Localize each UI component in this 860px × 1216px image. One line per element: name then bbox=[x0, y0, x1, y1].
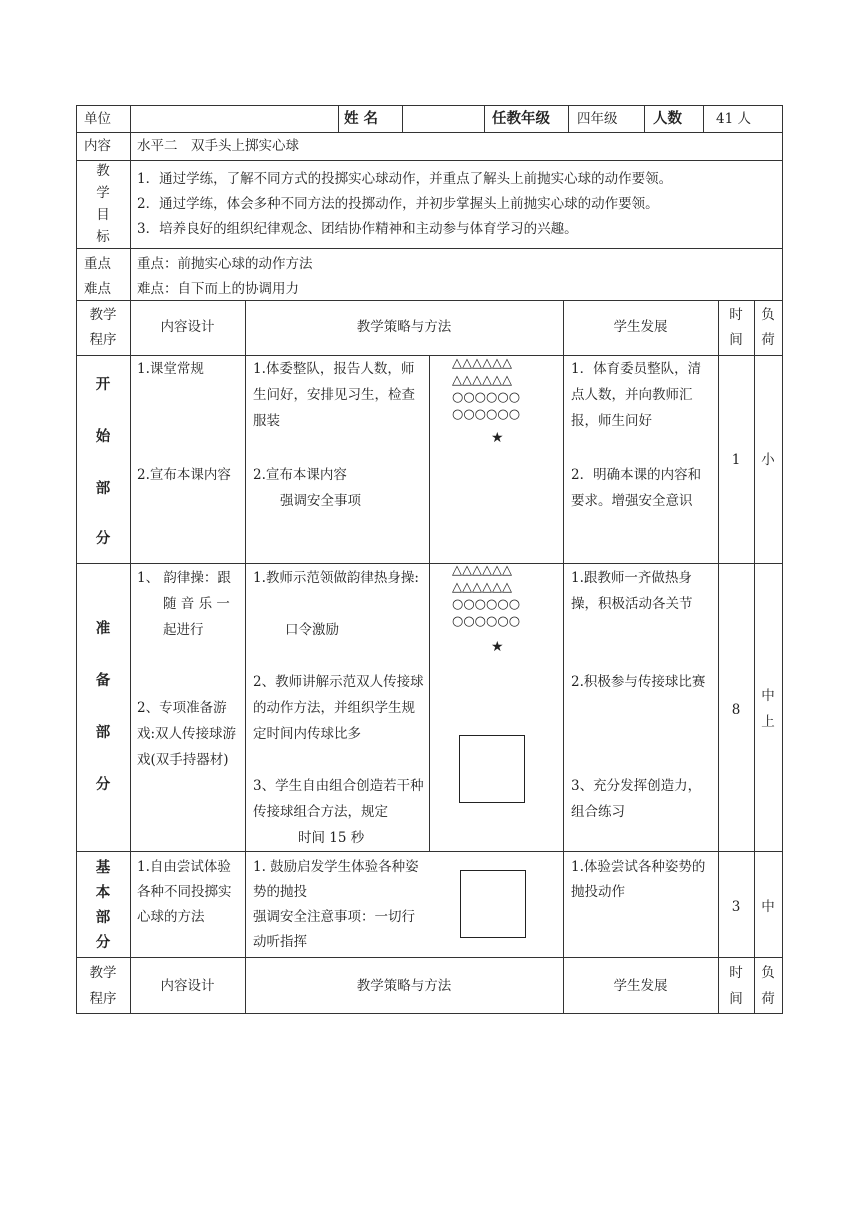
prep-dev-3: 3、充分发挥创造力，组合练习 bbox=[571, 778, 702, 820]
col-load-1: 负 bbox=[761, 307, 775, 323]
activity-area-square bbox=[460, 870, 526, 938]
col-strategy: 教学策略与方法 bbox=[356, 319, 452, 335]
start-label-1: 开 bbox=[95, 376, 111, 393]
col-development: 学生发展 bbox=[613, 319, 668, 335]
goal-item: 3．培养良好的组织纪律观念、团结协作精神和主动参与体育学习的兴趣。 bbox=[137, 221, 578, 237]
start-strategy-2b: 强调安全事项 bbox=[280, 493, 361, 509]
teacher-star-icon: ★ bbox=[491, 639, 504, 655]
difficulty-label: 难点 bbox=[84, 281, 111, 297]
basic-strategy-a: 1. 鼓励启发学生体验各种姿势的抛投 bbox=[253, 859, 419, 900]
start-label-3: 部 bbox=[95, 480, 111, 497]
goals-label-4: 标 bbox=[96, 229, 110, 245]
start-label-4: 分 bbox=[95, 530, 111, 547]
prep-content-1c: 起进行 bbox=[163, 622, 204, 638]
col-program-1: 教学 bbox=[89, 307, 117, 323]
start-dev-2: 2．明确本课的内容和要求。增强安全意识 bbox=[571, 467, 702, 509]
difficulty-text: 难点：自下而上的协调用力 bbox=[137, 281, 299, 297]
grade-label: 任教年级 bbox=[492, 110, 550, 127]
unit-label: 单位 bbox=[84, 111, 111, 127]
rule-after-goals bbox=[76, 248, 783, 249]
rule-development-col bbox=[563, 300, 564, 1014]
count-label: 人数 bbox=[653, 110, 682, 127]
prep-label-3: 部 bbox=[95, 724, 111, 741]
formation-triangles: △△△△△△ bbox=[452, 373, 512, 388]
grade-value: 四年级 bbox=[577, 111, 618, 127]
content-label: 内容 bbox=[84, 138, 111, 154]
rule-after-content bbox=[76, 160, 783, 161]
count-value: 41 人 bbox=[716, 111, 751, 127]
rule-h6 bbox=[703, 105, 704, 133]
prep-strategy-3b: 时间 15 秒 bbox=[298, 830, 365, 846]
prep-label-2: 备 bbox=[95, 672, 111, 689]
basic-label-3: 部 bbox=[95, 909, 111, 926]
col-time-2: 间 bbox=[729, 332, 743, 348]
formation-triangles: △△△△△△ bbox=[452, 580, 512, 595]
rule-label-col bbox=[130, 105, 131, 1014]
start-content-1: 1.课堂常规 bbox=[137, 361, 204, 377]
basic-dev: 1.体验尝试各种姿势的抛投动作 bbox=[571, 859, 706, 900]
col-load-1: 负 bbox=[761, 965, 775, 981]
rule-content-col bbox=[245, 300, 246, 1014]
prep-time: 8 bbox=[731, 702, 741, 718]
prep-strategy-1a: 1.教师示范领做韵律热身操: bbox=[253, 570, 419, 586]
start-load: 小 bbox=[761, 452, 775, 468]
rule-h4 bbox=[568, 105, 569, 133]
basic-label-1: 基 bbox=[95, 859, 111, 876]
rule-strategy-col bbox=[429, 355, 430, 852]
col-program-1: 教学 bbox=[89, 965, 117, 981]
prep-label-4: 分 bbox=[95, 776, 111, 793]
teacher-star-icon: ★ bbox=[491, 430, 504, 446]
start-content-2: 2.宣布本课内容 bbox=[137, 467, 231, 483]
prep-content-1b: 随 音 乐 一 bbox=[163, 596, 230, 612]
col-content: 内容设计 bbox=[160, 978, 215, 994]
start-strategy-2a: 2.宣布本课内容 bbox=[253, 467, 347, 483]
col-content: 内容设计 bbox=[160, 319, 215, 335]
rule-h1 bbox=[338, 105, 339, 133]
goals-label-3: 目 bbox=[96, 207, 110, 223]
prep-label-1: 准 bbox=[95, 620, 111, 637]
start-label-2: 始 bbox=[95, 428, 111, 445]
prep-load-2: 上 bbox=[761, 714, 775, 730]
prep-dev-1: 1.跟教师一齐做热身操，积极活动各关节 bbox=[571, 570, 693, 612]
formation-circles: ○○○○○○ bbox=[452, 390, 521, 405]
basic-content: 1.自由尝试体验各种不同投掷实心球的方法 bbox=[137, 859, 232, 925]
goals-label-1: 教 bbox=[96, 163, 110, 179]
prep-content-2: 2、专项准备游戏:双人传接球游戏(双手持器材) bbox=[137, 700, 237, 768]
rule-after-basic bbox=[76, 957, 783, 958]
rule-right bbox=[782, 105, 783, 1014]
rule-bottom bbox=[76, 1013, 783, 1014]
formation-circles: ○○○○○○ bbox=[452, 597, 521, 612]
formation-circles: ○○○○○○ bbox=[452, 614, 521, 629]
basic-strategy-b: 强调安全注意事项：一切行动听指挥 bbox=[253, 909, 415, 950]
keypoint-text: 重点：前抛实心球的动作方法 bbox=[137, 256, 313, 272]
basic-time: 3 bbox=[731, 899, 741, 915]
name-label: 姓 名 bbox=[344, 110, 379, 127]
col-time-2: 间 bbox=[729, 991, 743, 1007]
col-program-2: 程序 bbox=[89, 991, 117, 1007]
col-load-2: 荷 bbox=[761, 991, 775, 1007]
rule-h2 bbox=[402, 105, 403, 133]
content-value: 水平二 双手头上掷实心球 bbox=[137, 138, 299, 154]
rule-h3 bbox=[484, 105, 485, 133]
basic-load: 中 bbox=[761, 899, 775, 915]
prep-strategy-2: 2、教师讲解示范双人传接球的动作方法，并组织学生规定时间内传球比多 bbox=[253, 674, 424, 742]
goal-item: 1．通过学练，了解不同方式的投掷实心球动作，并重点了解头上前抛实心球的动作要领。 bbox=[137, 171, 673, 187]
start-time: 1 bbox=[731, 452, 741, 468]
prep-load-1: 中 bbox=[761, 688, 775, 704]
prep-dev-2: 2.积极参与传接球比赛 bbox=[571, 674, 706, 690]
col-strategy: 教学策略与方法 bbox=[356, 978, 452, 994]
prep-content-1a: 1、 韵律操：跟 bbox=[137, 570, 231, 586]
col-load-2: 荷 bbox=[761, 332, 775, 348]
formation-triangles: △△△△△△ bbox=[452, 563, 512, 578]
col-development: 学生发展 bbox=[613, 978, 668, 994]
activity-area-square bbox=[459, 735, 525, 803]
formation-triangles: △△△△△△ bbox=[452, 356, 512, 371]
col-time-1: 时 bbox=[729, 307, 743, 323]
basic-label-2: 本 bbox=[95, 884, 111, 901]
start-strategy-1: 1.体委整队，报告人数，师生问好，安排见习生，检查服装 bbox=[253, 361, 415, 429]
start-dev-1: 1．体育委员整队，清点人数，并向教师汇报，师生问好 bbox=[571, 361, 702, 429]
prep-strategy-3a: 3、学生自由组合创造若干种传接球组合方法，规定 bbox=[253, 778, 424, 820]
goal-item: 2．通过学练，体会多种不同方法的投掷动作，并初步掌握头上前抛实心球的动作要领。 bbox=[137, 196, 659, 212]
col-time-1: 时 bbox=[729, 965, 743, 981]
col-program-2: 程序 bbox=[89, 332, 117, 348]
formation-circles: ○○○○○○ bbox=[452, 407, 521, 422]
goals-label-2: 学 bbox=[96, 185, 110, 201]
rule-h5 bbox=[644, 105, 645, 133]
basic-label-4: 分 bbox=[95, 934, 111, 951]
prep-strategy-1b: 口令激励 bbox=[285, 622, 339, 638]
keypoint-label: 重点 bbox=[84, 256, 111, 272]
